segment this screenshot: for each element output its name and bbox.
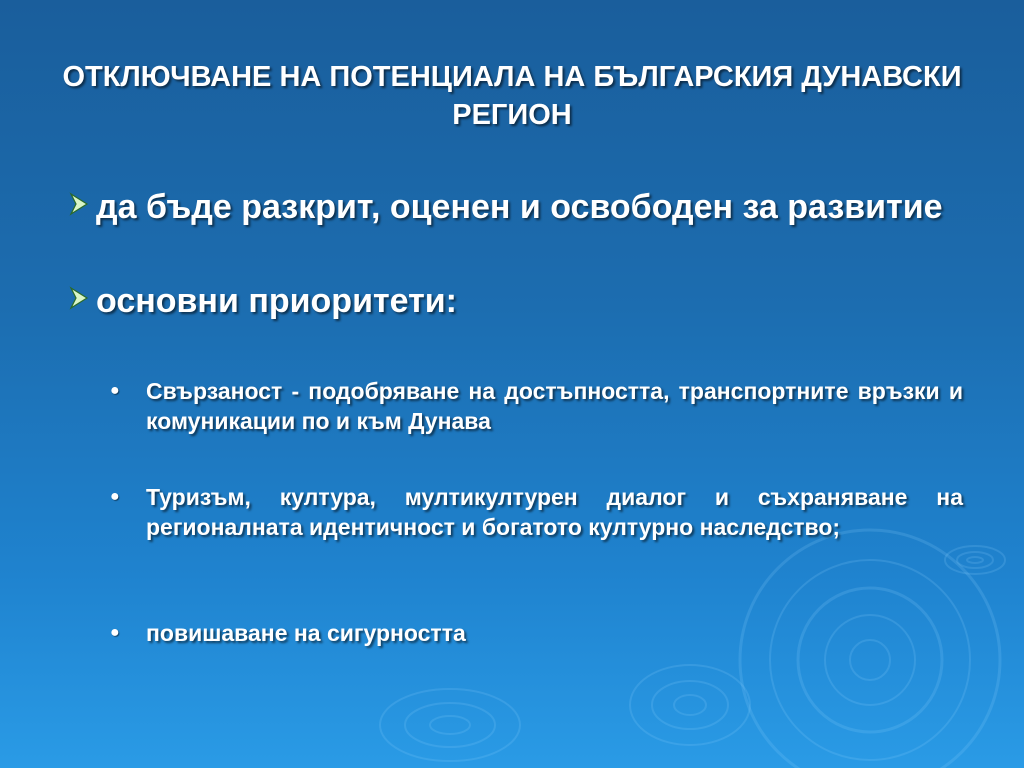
dot-bullet-icon: ● [110,382,120,399]
dot-bullet-icon: ● [110,488,120,505]
dot-bullet-icon: ● [110,624,120,641]
arrow-bullet-icon [62,286,96,310]
bullet-item [62,186,962,228]
sub-bullet-item [110,482,963,542]
bullet-text: основни приоритети: [96,282,457,320]
arrow-bullet-icon [62,192,96,216]
bullet-item [62,280,962,322]
sub-bullet-text: Туризъм, култура, мултикултурен диалог и съхраняване на регионалната идентичност и богатото културно наследство; [146,484,963,540]
bullet-text: да бъде разкрит, оценен и освободен за развитие [96,188,943,226]
sub-bullet-item [110,376,963,436]
slide-title: ОТКЛЮЧВАНЕ НА ПОТЕНЦИАЛА НА БЪЛГАРСКИЯ ДУНАВСКИ РЕГИОН [62,61,962,131]
sub-bullet-text: повишаване на сигурността [146,620,466,646]
sub-bullet-text: Свързаност - подобряване на достъпността, транспортните връзки и комуникации по и към Дунава [146,378,963,434]
sub-bullet-item [110,618,963,648]
